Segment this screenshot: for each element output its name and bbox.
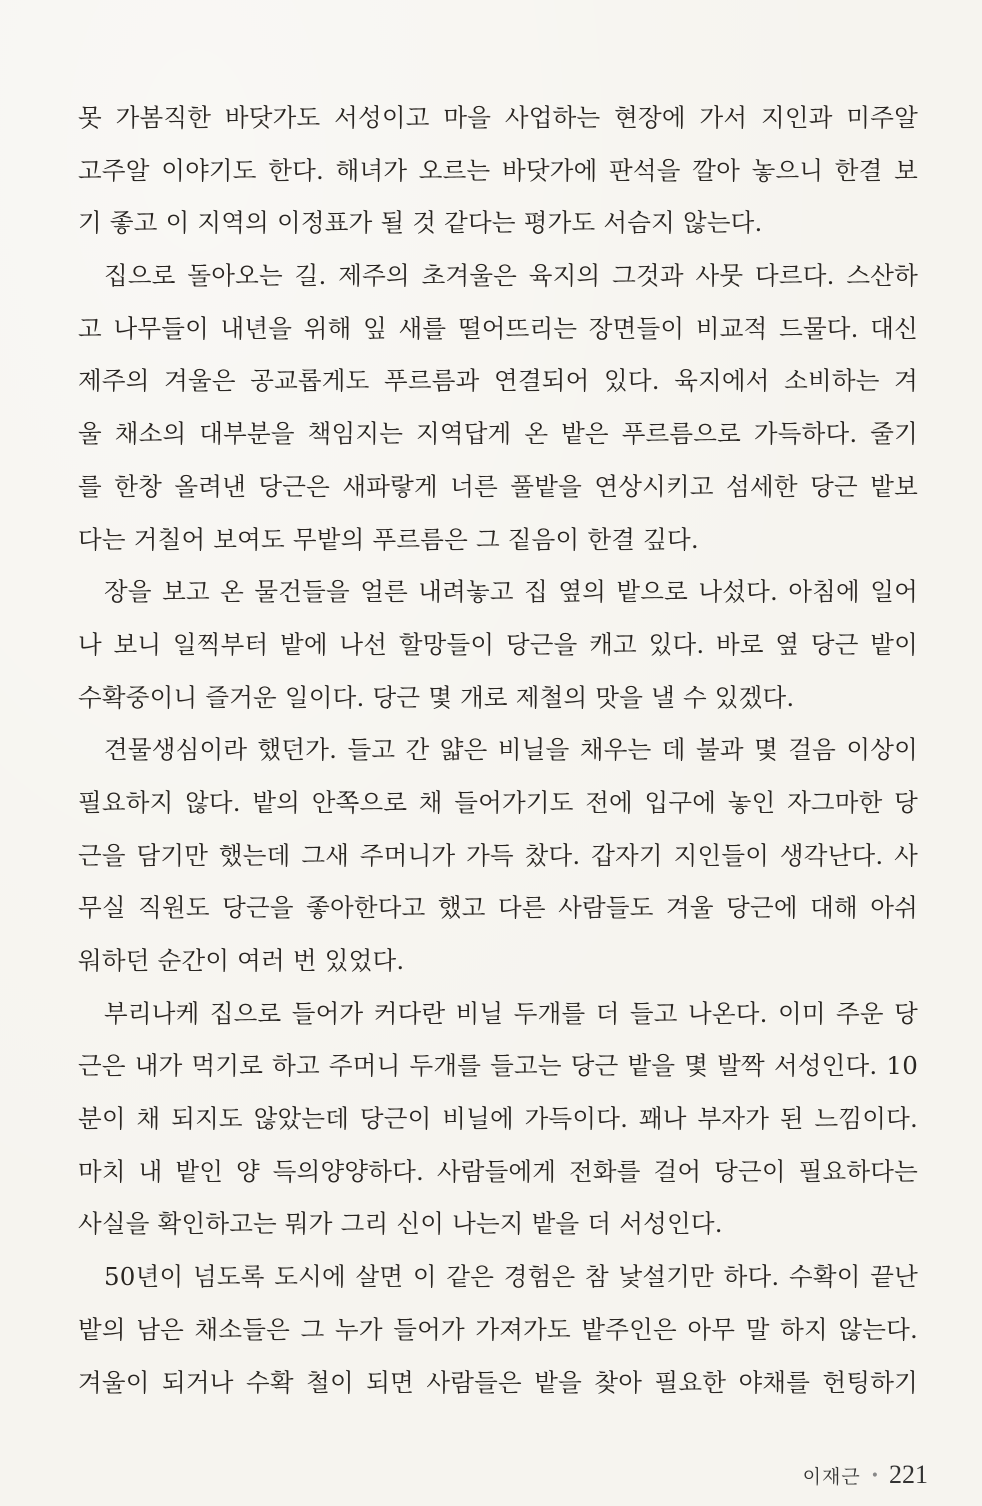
text-line: 고주알 이야기도 한다. 해녀가 오르는 바닷가에 판석을 깔아 놓으니 한결 보: [78, 155, 918, 185]
text-line: 50년이 넘도록 도시에 살면 이 같은 경험은 참 낯설기만 하다. 수확이 끝난: [104, 1262, 918, 1292]
text-line: 무실 직원도 당근을 좋아한다고 했고 다른 사람들도 겨울 당근에 대해 아쉬: [78, 893, 918, 923]
text-line: 수확중이니 즐거운 일이다. 당근 몇 개로 제철의 맛을 낼 수 있겠다.: [78, 682, 795, 712]
footer-separator: •: [870, 1468, 879, 1484]
text-line: 다는 거칠어 보여도 무밭의 푸르름은 그 짙음이 한결 깊다.: [78, 524, 699, 554]
text-line: 못 가봄직한 바닷가도 서성이고 마을 사업하는 현장에 가서 지인과 미주알: [78, 103, 918, 132]
text-line: 집으로 돌아오는 길. 제주의 초겨울은 육지의 그것과 사뭇 다르다. 스산하: [104, 261, 918, 291]
text-line: 기 좋고 이 지역의 이정표가 될 것 같다는 평가도 서슴지 않는다.: [78, 208, 763, 238]
text-line: 마치 내 밭인 양 득의양양하다. 사람들에게 전화를 걸어 당근이 필요하다는: [78, 1156, 918, 1186]
text-line: 부리나케 집으로 들어가 커다란 비닐 두개를 더 들고 나온다. 이미 주운 당: [104, 998, 918, 1028]
text-line: 워하던 순간이 여러 번 있었다.: [78, 946, 405, 975]
text-line: 겨울이 되거나 수확 철이 되면 사람들은 밭을 찾아 필요한 야채를 헌팅하기: [78, 1367, 918, 1397]
text-line: 를 한창 올려낸 당근은 새파랗게 너른 풀밭을 연상시키고 섬세한 당근 밭보: [78, 471, 918, 501]
author-name: 이재근: [802, 1466, 861, 1488]
text-line: 울 채소의 대부분을 책임지는 지역답게 온 밭은 푸르름으로 가득하다. 줄기: [78, 419, 918, 449]
text-line: 견물생심이라 했던가. 들고 간 얇은 비닐을 채우는 데 불과 몇 걸음 이상이: [104, 735, 918, 765]
text-line: 고 나무들이 내년을 위해 잎 새를 떨어뜨리는 장면들이 비교적 드물다. 대신: [78, 313, 918, 343]
body-text: [78, 92, 918, 1409]
text-line: 근을 담기만 했는데 그새 주머니가 가득 찼다. 갑자기 지인들이 생각난다. 사: [78, 840, 918, 870]
text-line: 나 보니 일찍부터 밭에 나선 할망들이 당근을 캐고 있다. 바로 옆 당근 밭이: [78, 629, 918, 659]
text-line: 근은 내가 먹기로 하고 주머니 두개를 들고는 당근 밭을 몇 발짝 서성인다. 10: [78, 1051, 918, 1081]
text-line: 분이 채 되지도 않았는데 당근이 비닐에 가득이다. 꽤나 부자가 된 느낌이다.: [78, 1104, 918, 1134]
page-footer: [803, 1460, 928, 1490]
text-line: 필요하지 않다. 밭의 안쪽으로 채 들어가기도 전에 입구에 놓인 자그마한 당: [78, 787, 918, 817]
text-line: 장을 보고 온 물건들을 얼른 내려놓고 집 옆의 밭으로 나섰다. 아침에 일어: [104, 577, 918, 607]
text-line: 사실을 확인하고는 뭐가 그리 신이 나는지 밭을 더 서성인다.: [78, 1209, 723, 1239]
text-line: 밭의 남은 채소들은 그 누가 들어가 가져가도 밭주인은 아무 말 하지 않는다.: [78, 1314, 918, 1344]
page-number: 221: [889, 1460, 928, 1489]
text-line: 제주의 겨울은 공교롭게도 푸르름과 연결되어 있다. 육지에서 소비하는 겨: [78, 366, 918, 396]
